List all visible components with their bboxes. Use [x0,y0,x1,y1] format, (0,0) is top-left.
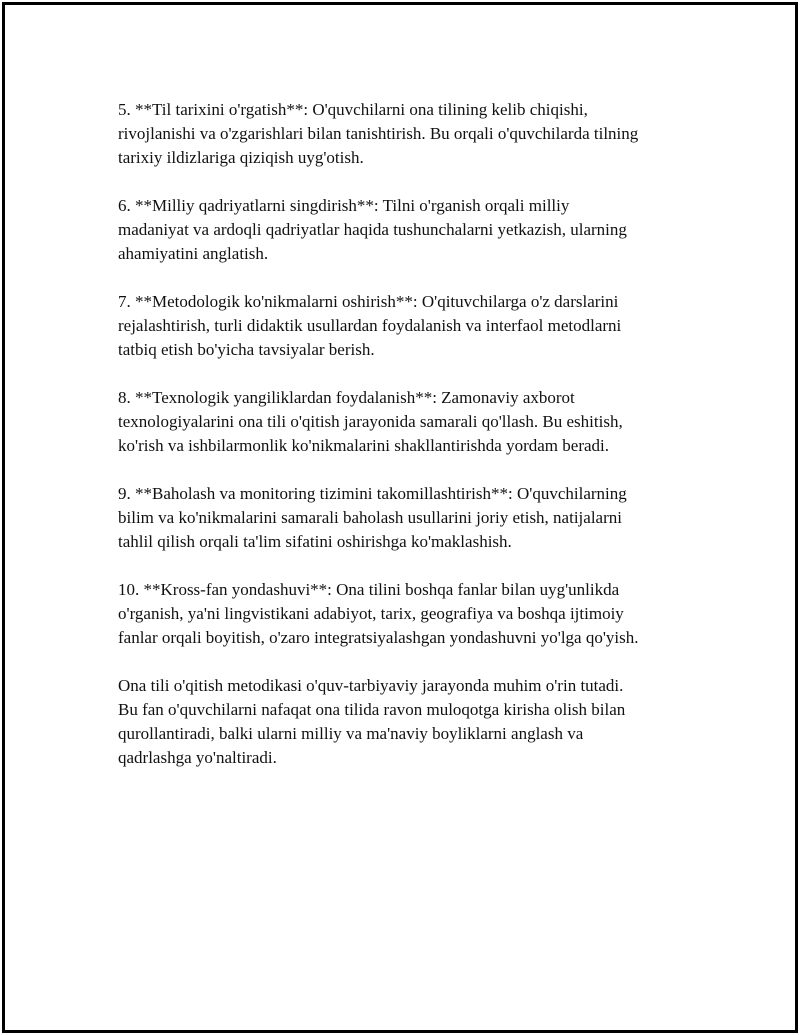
list-item-5 [118,98,698,170]
text-line: ko'rish va ishbilarmonlik ko'nikmalarini shakllantirishda yordam beradi. [118,436,609,455]
text-line: 7. **Metodologik ko'nikmalarni oshirish**: O'qituvchilarga o'z darslarini [118,292,619,311]
list-item-7 [118,290,698,362]
list-item-10 [118,578,698,650]
text-line: 10. **Kross-fan yondashuvi**: Ona tilini boshqa fanlar bilan uyg'unlikda [118,580,620,599]
text-line: tatbiq etish bo'yicha tavsiyalar berish. [118,340,375,359]
list-item-8 [118,386,698,458]
text-line: 9. **Baholash va monitoring tizimini takomillashtirish**: O'quvchilarning [118,484,627,503]
text-line: bilim va ko'nikmalarini samarali baholash usullarini joriy etish, natijalarni [118,508,622,527]
text-line: fanlar orqali boyitish, o'zaro integratsiyalashgan yondashuvni yo'lga qo'yish. [118,628,639,647]
text-line: qurollantiradi, balki ularni milliy va ma'naviy boyliklarni anglash va [118,724,584,743]
text-line: rivojlanishi va o'zgarishlari bilan tanishtirish. Bu orqali o'quvchilarda tilning [118,124,639,143]
document-page [2,2,798,1033]
document-body [118,98,698,794]
text-line: Bu fan o'quvchilarni nafaqat ona tilida ravon muloqotga kirisha olish bilan [118,700,626,719]
text-line: Ona tili o'qitish metodikasi o'quv-tarbiyaviy jarayonda muhim o'rin tutadi. [118,676,624,695]
text-line: tahlil qilish orqali ta'lim sifatini oshirishga ko'maklashish. [118,532,512,551]
text-line: 5. **Til tarixini o'rgatish**: O'quvchilarni ona tilining kelib chiqishi, [118,100,588,119]
text-line: texnologiyalarini ona tili o'qitish jarayonida samarali qo'llash. Bu eshitish, [118,412,623,431]
text-line: tarixiy ildizlariga qiziqish uyg'otish. [118,148,364,167]
text-line: qadrlashga yo'naltiradi. [118,748,277,767]
text-line: rejalashtirish, turli didaktik usullardan foydalanish va interfaol metodlarni [118,316,622,335]
text-line: 6. **Milliy qadriyatlarni singdirish**: Tilni o'rganish orqali milliy [118,196,570,215]
list-item-9 [118,482,698,554]
text-line: ahamiyatini anglatish. [118,244,269,263]
text-line: o'rganish, ya'ni lingvistikani adabiyot, tarix, geografiya va boshqa ijtimoiy [118,604,624,623]
text-line: 8. **Texnologik yangiliklardan foydalanish**: Zamonaviy axborot [118,388,575,407]
conclusion-paragraph [118,674,698,770]
list-item-6 [118,194,698,266]
text-line: madaniyat va ardoqli qadriyatlar haqida tushunchalarni yetkazish, ularning [118,220,627,239]
